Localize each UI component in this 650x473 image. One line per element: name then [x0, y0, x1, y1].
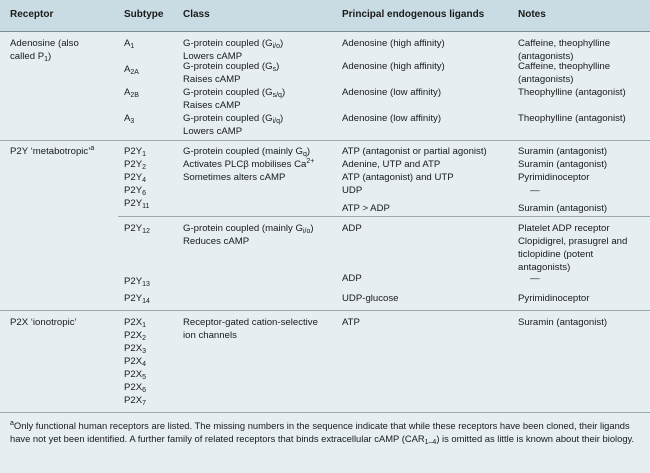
footnote — [10, 419, 642, 445]
notes-p2x: Suramin (antagonist) — [518, 317, 608, 328]
notes-p2y2: Suramin (antagonist) — [518, 159, 608, 170]
ligand-p2y11: ATP > ADP — [342, 203, 390, 214]
ligand-a3: Adenosine (low affinity) — [342, 113, 442, 124]
notes-p2y6: — — [530, 185, 540, 196]
table-header — [0, 0, 650, 32]
header-notes: Notes — [518, 9, 546, 20]
subtype-p2x2: $P2X_2$ — [124, 330, 147, 342]
footnote-marker: a — [10, 420, 14, 427]
subtype-a3: $A_3$ — [124, 113, 135, 125]
subtype-a1: $A_1$ — [124, 38, 135, 50]
subtype-p2y6: $P2Y_6$ — [124, 185, 147, 197]
ligand-p2y1: ATP (antagonist or partial agonist) — [342, 146, 487, 157]
ligand-a2b: Adenosine (low affinity) — [342, 87, 442, 98]
header-subtype: Subtype — [124, 9, 164, 20]
subtype-p2y2: $P2Y_2$ — [124, 159, 147, 171]
subtype-p2y1: $P2Y_1$ — [124, 146, 147, 158]
subtype-p2y4: $P2Y_4$ — [124, 172, 147, 184]
header-ligands: Principal endogenous ligands — [342, 9, 485, 20]
notes-a2b: Theophylline (antagonist) — [518, 87, 626, 98]
divider — [0, 310, 650, 311]
ligand-p2y2: Adenine, UTP and ATP — [342, 159, 441, 170]
subtype-p2y14: $P2Y_{14}$ — [124, 293, 150, 305]
notes-p2y4: Pyrimidinoceptor — [518, 172, 590, 183]
notes-p2y13: — — [530, 273, 540, 284]
class-a2b: G-protein coupled $(G_{s/q})$ Raises cAMP — [183, 87, 286, 111]
divider — [0, 412, 650, 413]
notes-p2y12: Platelet ADP receptor Clopidigrel, prasugrel and ticlopidine (potent antagonists) — [518, 223, 628, 273]
ligand-a2a: Adenosine (high affinity) — [342, 61, 445, 72]
subtype-p2x5: $P2X_5$ — [124, 369, 147, 381]
divider — [118, 216, 650, 217]
ligand-p2y6: UDP — [342, 185, 363, 196]
class-p2x: Receptor-gated cation-selective ion channels — [183, 317, 318, 341]
ligand-p2y12: ADP — [342, 223, 362, 234]
notes-a2a: Caffeine, theophylline (antagonists) — [518, 61, 611, 85]
receptor-adenosine: Adenosine (also called $P_1$) — [10, 38, 79, 63]
receptor-p2x: P2X ‘ionotropic’ — [10, 317, 77, 328]
ligand-p2y14: UDP-glucose — [342, 293, 399, 304]
notes-p2y14: Pyrimidinoceptor — [518, 293, 590, 304]
subtype-p2y13: $P2Y_{13}$ — [124, 276, 150, 288]
subtype-a2b: $A_{2B}$ — [124, 87, 139, 99]
subtype-p2x3: $P2X_3$ — [124, 343, 147, 355]
notes-a3: Theophylline (antagonist) — [518, 113, 626, 124]
subtype-p2y12: $P2Y_{12}$ — [124, 223, 150, 235]
class-a1: G-protein coupled $(G_{i/o})$ Lowers cAMP — [183, 38, 284, 62]
notes-p2y11: Suramin (antagonist) — [518, 203, 608, 214]
notes-a1: Caffeine, theophylline (antagonists) — [518, 38, 611, 62]
subtype-p2y11: $P2Y_{11}$ — [124, 198, 150, 210]
subtype-a2a: $A_{2A}$ — [124, 64, 139, 76]
divider — [0, 140, 650, 141]
notes-p2y1: Suramin (antagonist) — [518, 146, 608, 157]
class-p2y: G-protein coupled (mainly $G_q$) Activates PLCβ mobilises $Ca^{2+}$ Sometimes alters cAMP — [183, 146, 315, 183]
subtype-p2x7: $P2X_7$ — [124, 395, 147, 407]
subtype-p2x1: $P2X_1$ — [124, 317, 147, 329]
class-a2a: G-protein coupled $(G_s)$ Raises cAMP — [183, 61, 280, 85]
class-p2y12: G-protein coupled (mainly $G_{i/o}$) Reduces cAMP — [183, 223, 314, 247]
subtype-p2x6: $P2X_6$ — [124, 382, 147, 394]
class-a3: G-protein coupled $(G_{i/q})$ Lowers cAMP — [183, 113, 284, 137]
ligand-p2y4: ATP (antagonist) and UTP — [342, 172, 454, 183]
footnote-text: Only functional human receptors are listed. The missing numbers in the sequence indicate that while these receptors have been cloned, their ligands have not yet been identified. A further family of related receptors that binds extracellular cAMP $(CAR_{1-4})$ is omitted as little is known about their biology. — [10, 420, 635, 446]
header-class: Class — [183, 9, 210, 20]
header-receptor: Receptor — [10, 9, 54, 20]
ligand-p2x: ATP — [342, 317, 360, 328]
ligand-p2y13: ADP — [342, 273, 362, 284]
receptor-adenosine-alias: called $P_1$) — [10, 51, 52, 63]
subtype-p2x4: $P2X_4$ — [124, 356, 147, 368]
receptor-p2y: P2Y ‘metabotropic’$^a$ — [10, 145, 95, 157]
ligand-a1: Adenosine (high affinity) — [342, 38, 445, 49]
